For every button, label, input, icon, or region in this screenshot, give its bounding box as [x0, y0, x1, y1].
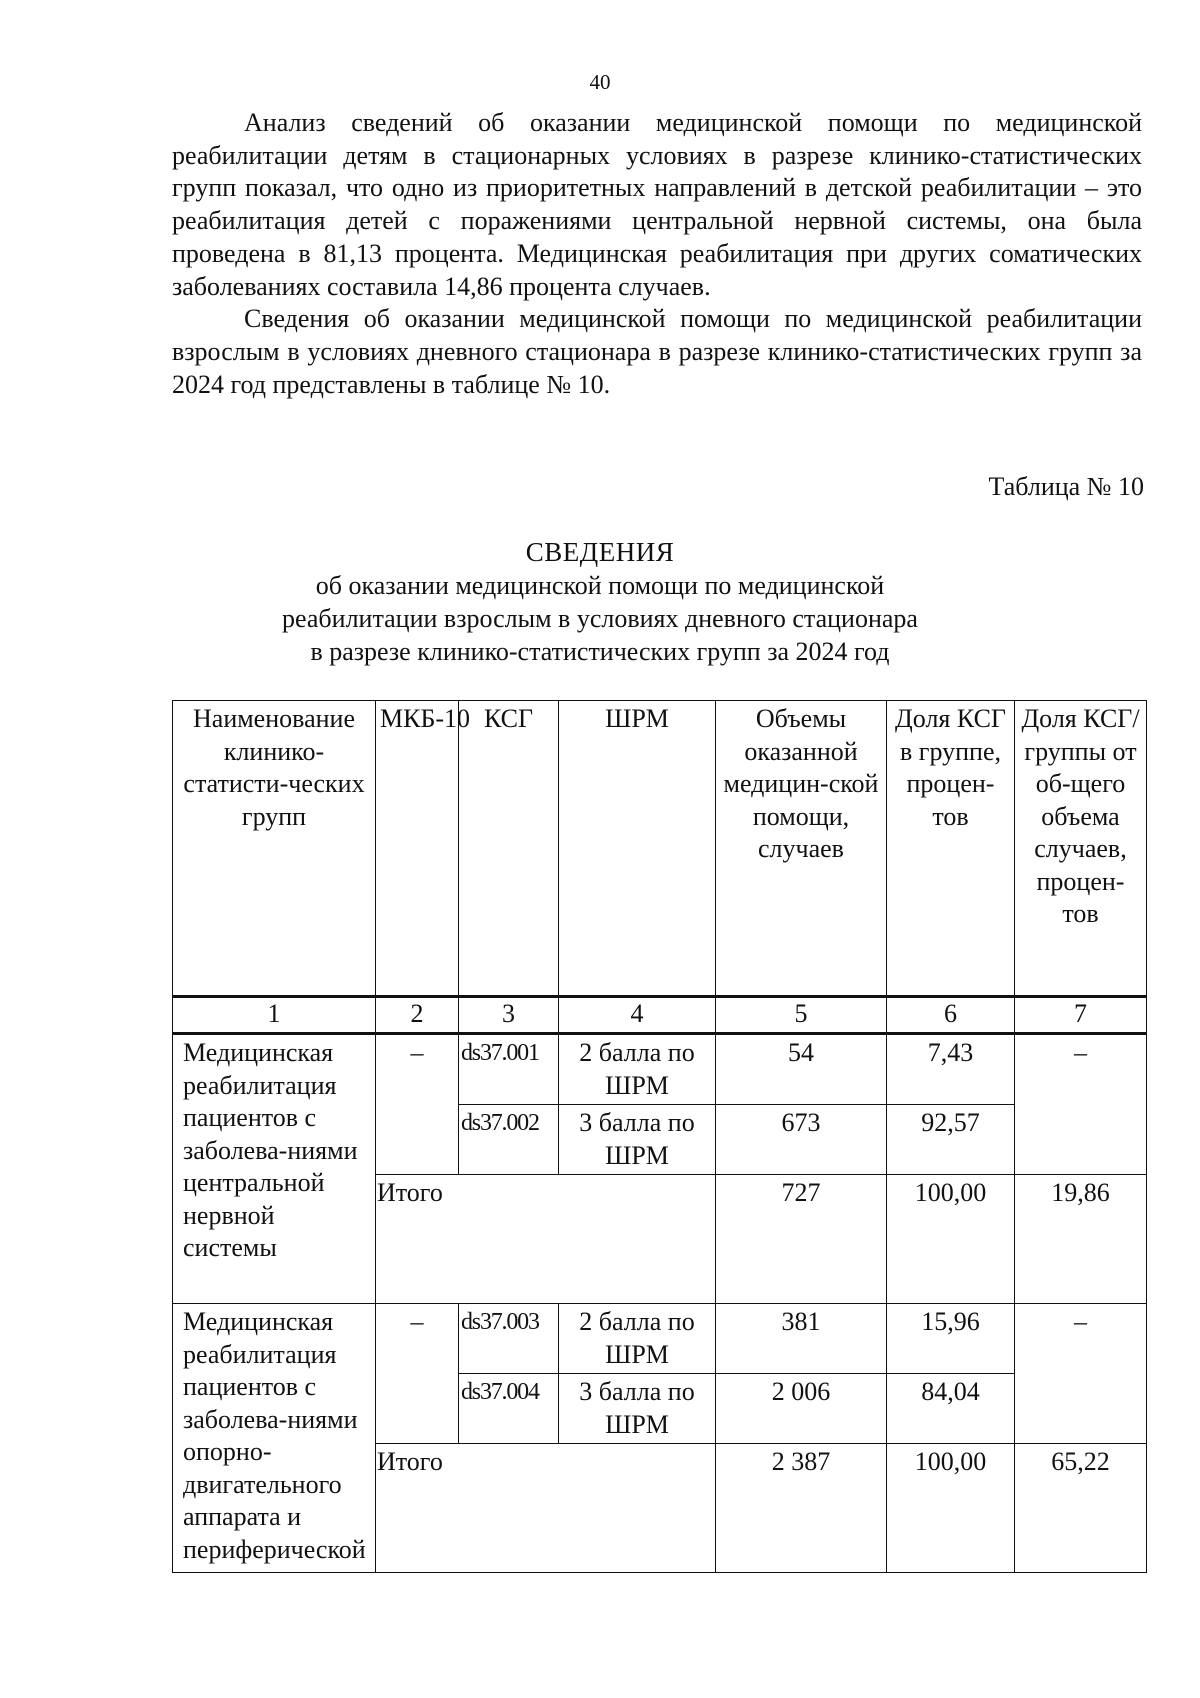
ksg-cell: ds37.003: [459, 1304, 559, 1374]
mkb-cell: –: [376, 1304, 459, 1444]
heading-title: СВЕДЕНИЯ: [525, 537, 675, 567]
page-number: 40: [589, 70, 611, 94]
share-cell: 92,57: [887, 1105, 1015, 1175]
header-cell: МКБ-10: [376, 701, 459, 997]
column-number: 1: [173, 997, 376, 1034]
column-number: 6: [887, 997, 1015, 1034]
column-number: 5: [716, 997, 887, 1034]
table-label: Таблица № 10: [988, 472, 1144, 501]
shrm-cell: 2 балла по ШРМ: [559, 1034, 716, 1105]
volume-cell: 2 006: [716, 1374, 887, 1444]
total-share: 100,00: [887, 1175, 1015, 1304]
volume-cell: 673: [716, 1105, 887, 1175]
header-cell: Объемы оказанной медицин-ской помощи, случаев: [716, 701, 887, 997]
table-row: [173, 1304, 1147, 1374]
total-label: Итого: [376, 1444, 716, 1573]
table-row: [173, 1034, 1147, 1105]
paragraph-2: Сведения об оказании медицинской помощи по медицинской реабилитации взрослым в условиях дневного стационара в разрезе клинико-статистических групп за 2024 год представлены в таблице № 10.: [172, 304, 1142, 399]
shrm-cell: 2 балла по ШРМ: [559, 1304, 716, 1374]
heading-line: реабилитации взрослым в условиях дневного стационара: [282, 604, 918, 633]
volume-cell: 381: [716, 1304, 887, 1374]
header-cell: Доля КСГ в группе, процен-тов: [887, 701, 1015, 997]
share-cell: 7,43: [887, 1034, 1015, 1105]
column-number: 7: [1015, 997, 1147, 1034]
heading-line: об оказании медицинской помощи по медицинской: [315, 571, 885, 600]
total-share: 100,00: [887, 1444, 1015, 1573]
body-text: [172, 107, 1142, 401]
column-number: 4: [559, 997, 716, 1034]
paragraph-1: Анализ сведений об оказании медицинской помощи по медицинской реабилитации детям в стационарных условиях в разрезе клинико-статистических групп показал, что одно из приоритетных направлений в детской реабилитации – это реабилитация детей с поражениями центральной нервной системы, она была проведена в 81,13 процента. Медицинская реабилитация при других соматических заболеваниях составила 14,86 процента случаев.: [172, 108, 1142, 301]
total-share-overall: 65,22: [1015, 1444, 1147, 1573]
share-total-cell: –: [1015, 1304, 1147, 1444]
total-share-overall: 19,86: [1015, 1175, 1147, 1304]
ksg-cell: ds37.001: [459, 1034, 559, 1105]
group-name: Медицинская реабилитация пациентов с заболева-ниями центральной нервной системы: [173, 1034, 376, 1304]
total-volume: 727: [716, 1175, 887, 1304]
share-cell: 15,96: [887, 1304, 1015, 1374]
table-header-row: [173, 701, 1147, 997]
column-number: 3: [459, 997, 559, 1034]
shrm-cell: 3 балла по ШРМ: [559, 1105, 716, 1175]
column-number-row: [173, 997, 1147, 1034]
header-cell: ШРМ: [559, 701, 716, 997]
share-cell: 84,04: [887, 1374, 1015, 1444]
column-number: 2: [376, 997, 459, 1034]
ksg-cell: ds37.002: [459, 1105, 559, 1175]
total-volume: 2 387: [716, 1444, 887, 1573]
group-name: Медицинская реабилитация пациентов с заболева-ниями опорно-двигательного аппарата и периферической: [173, 1304, 376, 1573]
volume-cell: 54: [716, 1034, 887, 1105]
mkb-cell: –: [376, 1034, 459, 1175]
heading-line: в разрезе клинико-статистических групп за 2024 год: [310, 637, 890, 666]
data-table: [172, 700, 1147, 1573]
table-heading: [0, 536, 1200, 668]
header-cell: КСГ: [459, 701, 559, 997]
ksg-cell: ds37.004: [459, 1374, 559, 1444]
total-label: Итого: [376, 1175, 716, 1304]
header-cell: Доля КСГ/ группы от об-щего объема случаев, процен-тов: [1015, 701, 1147, 997]
shrm-cell: 3 балла по ШРМ: [559, 1374, 716, 1444]
share-total-cell: –: [1015, 1034, 1147, 1175]
header-cell: Наименование клинико-статисти-ческих групп: [173, 701, 376, 997]
